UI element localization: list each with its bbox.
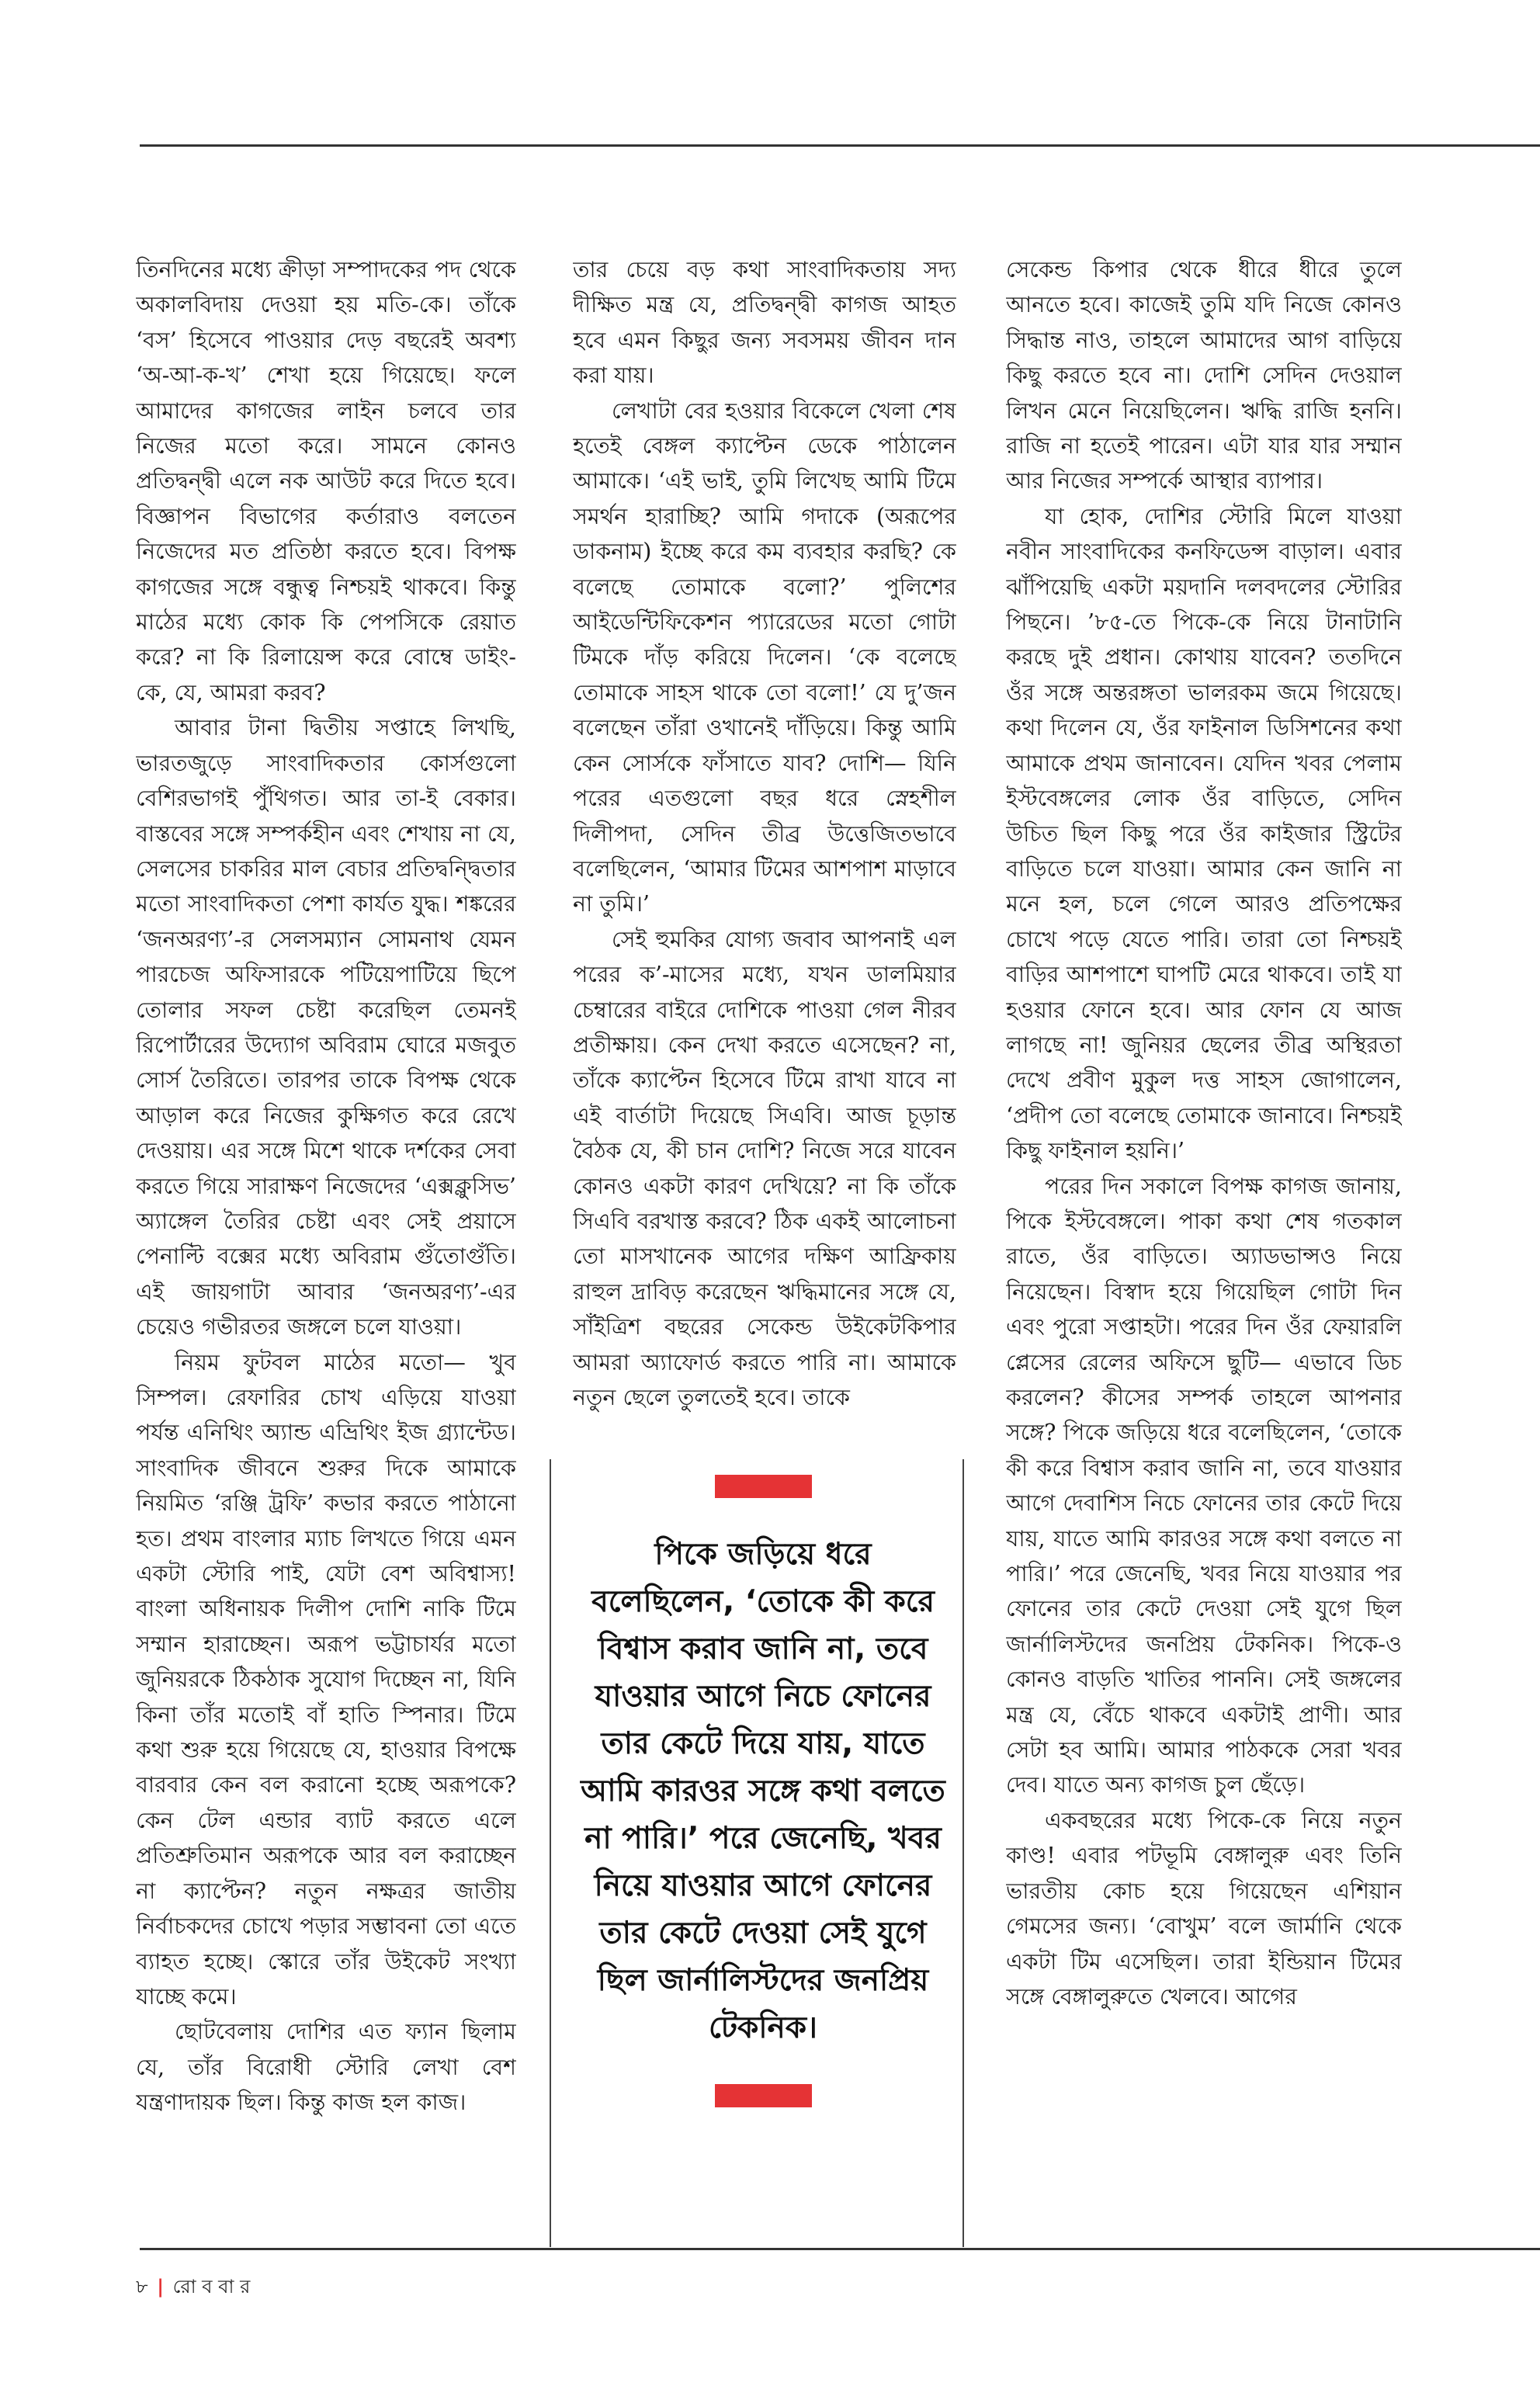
accent-bar [715,2084,812,2107]
page-footer [136,2273,250,2304]
paragraph: তিনদিনের মধ্যে ক্রীড়া সম্পাদকের পদ থেকে অকালবিদায় দেওয়া হয় মতি-কে। তাঁকে ‘বস’ হিসেবে পাওয়ার দেড় বছরেই অবশ্য ‘অ-আ-ক-খ’ শেখা হয়ে গিয়েছে। ফলে আমাদের কাগজের লাইন চলবে তার নিজের মতো করে। সামনে কোনও প্রতিদ্বন্দ্বী এলে নক আউট করে দিতে হবে। বিজ্ঞাপন বিভাগের কর্তারাও বলতেন নিজেদের মত প্রতিষ্ঠা করতে হবে। বিপক্ষ কাগজের সঙ্গে বন্ধুত্ব নিশ্চয়ই থাকবে। কিন্তু মাঠের মধ্যে কোক কি পেপসিকে রেয়াত করে? না কি রিলায়েন্স করে বোম্বে ডাইং-কে, যে, আমরা করব? [136,257,516,706]
paragraph: নিয়ম ফুটবল মাঠের মতো— খুব সিম্পল। রেফারির চোখ এড়িয়ে যাওয়া পর্যন্ত এনিথিং অ্যান্ড এভ্রিথিং ইজ গ্র্যান্টেড। সাংবাদিক জীবনে শুরুর দিকে আমাকে নিয়মিত ‘রঞ্জি ট্রফি’ কভার করতে পাঠানো হত। প্রথম বাংলার ম্যাচ লিখতে গিয়ে এমন একটা স্টোরি পাই, যেটা বেশ অবিশ্বাস্য! বাংলা অধিনায়ক দিলীপ দোশি নাকি টিমে সম্মান হারাচ্ছেন। অরূপ ভট্টাচার্যর মতো জুনিয়রকে ঠিকঠাক সুযোগ দিচ্ছেন না, যিনি কিনা তাঁর মতোই বাঁ হাতি স্পিনার। টিমে কথা শুরু হয়ে গিয়েছে যে, হাওয়ার বিপক্ষে বারবার কেন বল করানো হচ্ছে অরূপকে? কেন টেল এন্ডার ব্যাট করতে এলে প্রতিশ্রুতিমান অরূপকে আর বল করাচ্ছেন না ক্যাপ্টেন? নতুন নক্ষত্রর জাতীয় নির্বাচকদের চোখে পড়ার সম্ভাবনা তো এতে ব্যাহত হচ্ছে। স্কোরে তাঁর উইকেট সংখ্যা যাচ্ছে কমে। [136,1349,516,2010]
article-column-3 [1006,252,1402,2255]
paragraph: যা হোক, দোশির স্টোরি মিলে যাওয়া নবীন সাংবাদিকের কনফিডেন্স বাড়াল। এবার ঝাঁপিয়েছি একটা ময়দানি দলবদলের স্টোরির পিছনে। ’৮৫-তে পিকে-কে নিয়ে টানাটানি করছে দুই প্রধান। কোথায় যাবেন? ততদিনে ওঁর সঙ্গে অন্তরঙ্গতা ভালরকম জমে গিয়েছে। কথা দিলেন যে, ওঁর ফাইনাল ডিসিশনের কথা আমাকে প্রথম জানাবেন। যেদিন খবর পেলাম ইস্টবেঙ্গলের লোক ওঁর বাড়িতে, সেদিন উচিত ছিল কিছু পরে ওঁর কাইজার স্ট্রিটের বাড়িতে চলে যাওয়া। আমার কেন জানি না মনে হল, চলে গেলে আরও প্রতিপক্ষের চোখে পড়ে যেতে পারি। তারা তো নিশ্চয়ই বাড়ির আশপাশে ঘাপটি মেরে থাকবে। তাই যা হওয়ার ফোনে হবে। আর ফোন যে আজ লাগছে না! জুনিয়র ছেলের তীব্র অস্থিরতা দেখে প্রবীণ মুকুল দত্ত সাহস জোগালেন, ‘প্রদীপ তো বলেছে তোমাকে জানাবে। নিশ্চয়ই কিছু ফাইনাল হয়নি।’ [1006,503,1402,1164]
article-column-1 [136,252,516,2255]
publication-name: রো ব বা র [172,2276,251,2298]
page-number: ৮ [136,2276,148,2298]
paragraph: আবার টানা দ্বিতীয় সপ্তাহে লিখছি, ভারতজুড়ে সাংবাদিকতার কোর্সগুলো বেশিরভাগই পুঁথিগত। আর তা-ই বেকার। বাস্তবের সঙ্গে সম্পর্কহীন এবং শেখায় না যে, সেলসের চাকরির মাল বেচার প্রতিদ্বন্দ্বিতার মতো সাংবাদিকতা পেশা কার্যত যুদ্ধ। শঙ্করের ‘জনঅরণ্য’-র সেলসম্যান সোমনাথ যেমন পারচেজ অফিসারকে পটিয়েপাটিয়ে ছিপে তোলার সফল চেষ্টা করেছিল তেমনই রিপোর্টারের উদ্যোগ অবিরাম ঘোরে মজবুত সোর্স তৈরিতে। তারপর তাকে বিপক্ষ থেকে আড়াল করে নিজের কুক্ষিগত করে রেখে দেওয়ায়। এর সঙ্গে মিশে থাকে দর্শকের সেবা করতে গিয়ে সারাক্ষণ নিজেদের ‘এক্সক্লুসিভ’ অ্যাঙ্গেল তৈরির চেষ্টা এবং সেই প্রয়াসে পেনাল্টি বক্সের মধ্যে অবিরাম গুঁতোগুঁতি। এই জায়গাটা আবার ‘জনঅরণ্য’-এর চেয়েও গভীরতর জঙ্গলে চলে যাওয়া। [136,715,516,1340]
pull-quote-text: পিকে জড়িয়ে ধরে বলেছিলেন, ‘তোকে কী করে বিশ্বাস করাব জানি না, তবে যাওয়ার আগে নিচে ফোনের তার কেটে দিয়ে যায়, যাতে আমি কারওর সঙ্গে কথা বলতে না পারি।’ পরে জেনেছি, খবর নিয়ে যাওয়ার আগে ফোনের তার কেটে দেওয়া সেই যুগে ছিল জার্নালিস্টদের জনপ্রিয় টেকনিক। [581,1537,945,2045]
paragraph: তার চেয়ে বড় কথা সাংবাদিকতায় সদ্য দীক্ষিত মন্ত্র যে, প্রতিদ্বন্দ্বী কাগজ আহত হবে এমন কিছুর জন্য সবসময় জীবন দান করা যায়। [573,257,956,389]
column-divider [962,1459,964,2247]
header-rule [140,144,1540,147]
column-divider [550,1459,551,2247]
paragraph: সেই হুমকির যোগ্য জবাব আপনাই এল পরের ক’-মাসের মধ্যে, যখন ডালমিয়ার চেম্বারের বাইরে দোশিকে পাওয়া গেল নীরব প্রতীক্ষায়। কেন দেখা করতে এসেছেন? না, তাঁকে ক্যাপ্টেন হিসেবে টিমে রাখা যাবে না এই বার্তাটা দিয়েছে সিএবি। আজ চূড়ান্ত বৈঠক যে, কী চান দোশি? নিজে সরে যাবেন কোনও একটা কারণ দেখিয়ে? না কি তাঁকে সিএবি বরখাস্ত করবে? ঠিক একই আলোচনা তো মাসখানেক আগের দক্ষিণ আফ্রিকায় রাহুল দ্রাবিড় করেছেন ঋদ্ধিমানের সঙ্গে যে, সাঁইত্রিশ বছরের সেকেন্ড উইকেটকিপার আমরা অ্যাফোর্ড করতে পারি না। আমাকে নতুন ছেলে তুলতেই হবে। তাকে [573,926,956,1410]
accent-bar [715,1475,812,1498]
footer-rule [140,2248,1540,2250]
paragraph: লেখাটা বের হওয়ার বিকেলে খেলা শেষ হতেই বেঙ্গল ক্যাপ্টেন ডেকে পাঠালেন আমাকে। ‘এই ভাই, তুমি লিখেছ আমি টিমে সমর্থন হারাচ্ছি? আমি গদাকে (অরূপের ডাকনাম) ইচ্ছে করে কম ব্যবহার করছি? কে বলেছে তোমাকে বলো?’ পুলিশের আইডেন্টিফিকেশন প্যারেডের মতো গোটা টিমকে দাঁড় করিয়ে দিলেন। ‘কে বলেছে তোমাকে সাহস থাকে তো বলো!’ যে দু’জন বলেছেন তাঁরা ওখানেই দাঁড়িয়ে। কিন্তু আমি কেন সোর্সকে ফাঁসাতে যাব? দোশি— যিনি পরের এতগুলো বছর ধরে স্নেহশীল দিলীপদা, সেদিন তীব্র উত্তেজিতভাবে বলেছিলেন, ‘আমার টিমের আশপাশ মাড়াবে না তুমি।’ [573,397,956,917]
paragraph: সেকেন্ড কিপার থেকে ধীরে ধীরে তুলে আনতে হবে। কাজেই তুমি যদি নিজে কোনও সিদ্ধান্ত নাও, তাহলে আমাদের আগ বাড়িয়ে কিছু করতে হবে না। দোশি সেদিন দেওয়াল লিখন মেনে নিয়েছিলেন। ঋদ্ধি রাজি হননি। রাজি না হতেই পারেন। এটা যার যার সম্মান আর নিজের সম্পর্কে আস্থার ব্যাপার। [1006,257,1402,494]
pull-quote-box [581,1475,945,2243]
paragraph: পরের দিন সকালে বিপক্ষ কাগজ জানায়, পিকে ইস্টবেঙ্গলে। পাকা কথা শেষ গতকাল রাতে, ওঁর বাড়িতে। অ্যাডভান্সও নিয়ে নিয়েছেন। বিস্বাদ হয়ে গিয়েছিল গোটা দিন এবং পুরো সপ্তাহটা। পরের দিন ওঁর ফেয়ারলি প্লেসের রেলের অফিসে ছুটি— এভাবে ডিচ করলেন? কীসের সম্পর্ক তাহলে আপনার সঙ্গে? পিকে জড়িয়ে ধরে বলেছিলেন, ‘তোকে কী করে বিশ্বাস করাব জানি না, তবে যাওয়ার আগে দেবাশিস নিচে ফোনের তার কেটে দিয়ে যায়, যাতে আমি কারওর সঙ্গে কথা বলতে না পারি।’ পরে জেনেছি, খবর নিয়ে যাওয়ার পর ফোনের তার কেটে দেওয়া সেই যুগে ছিল জার্নালিস্টদের জনপ্রিয় টেকনিক। পিকে-ও কোনও বাড়তি খাতির পাননি। সেই জঙ্গলের মন্ত্র যে, বেঁচে থাকবে একটাই প্রাণী। আর সেটা হব আমি। আমার পাঠককে সেরা খবর দেব। যাতে অন্য কাগজ চুল ছেঁড়ে। [1006,1173,1402,1798]
paragraph: ছোটবেলায় দোশির এত ফ্যান ছিলাম যে, তাঁর বিরোধী স্টোরি লেখা বেশ যন্ত্রণাদায়ক ছিল। কিন্তু কাজ হল কাজ। [136,2019,516,2116]
paragraph: একবছরের মধ্যে পিকে-কে নিয়ে নতুন কাণ্ড! এবার পটভূমি বেঙ্গালুরু এবং তিনি ভারতীয় কোচ হয়ে গিয়েছেন এশিয়ান গেমসের জন্য। ‘বোখুম’ বলে জার্মানি থেকে একটা টিম এসেছিল। তারা ইন্ডিয়ান টিমের সঙ্গে বেঙ্গালুরুতে খেলবে। আগের [1006,1807,1402,2010]
footer-separator: | [157,2276,164,2298]
article-column-2 [573,252,956,1479]
